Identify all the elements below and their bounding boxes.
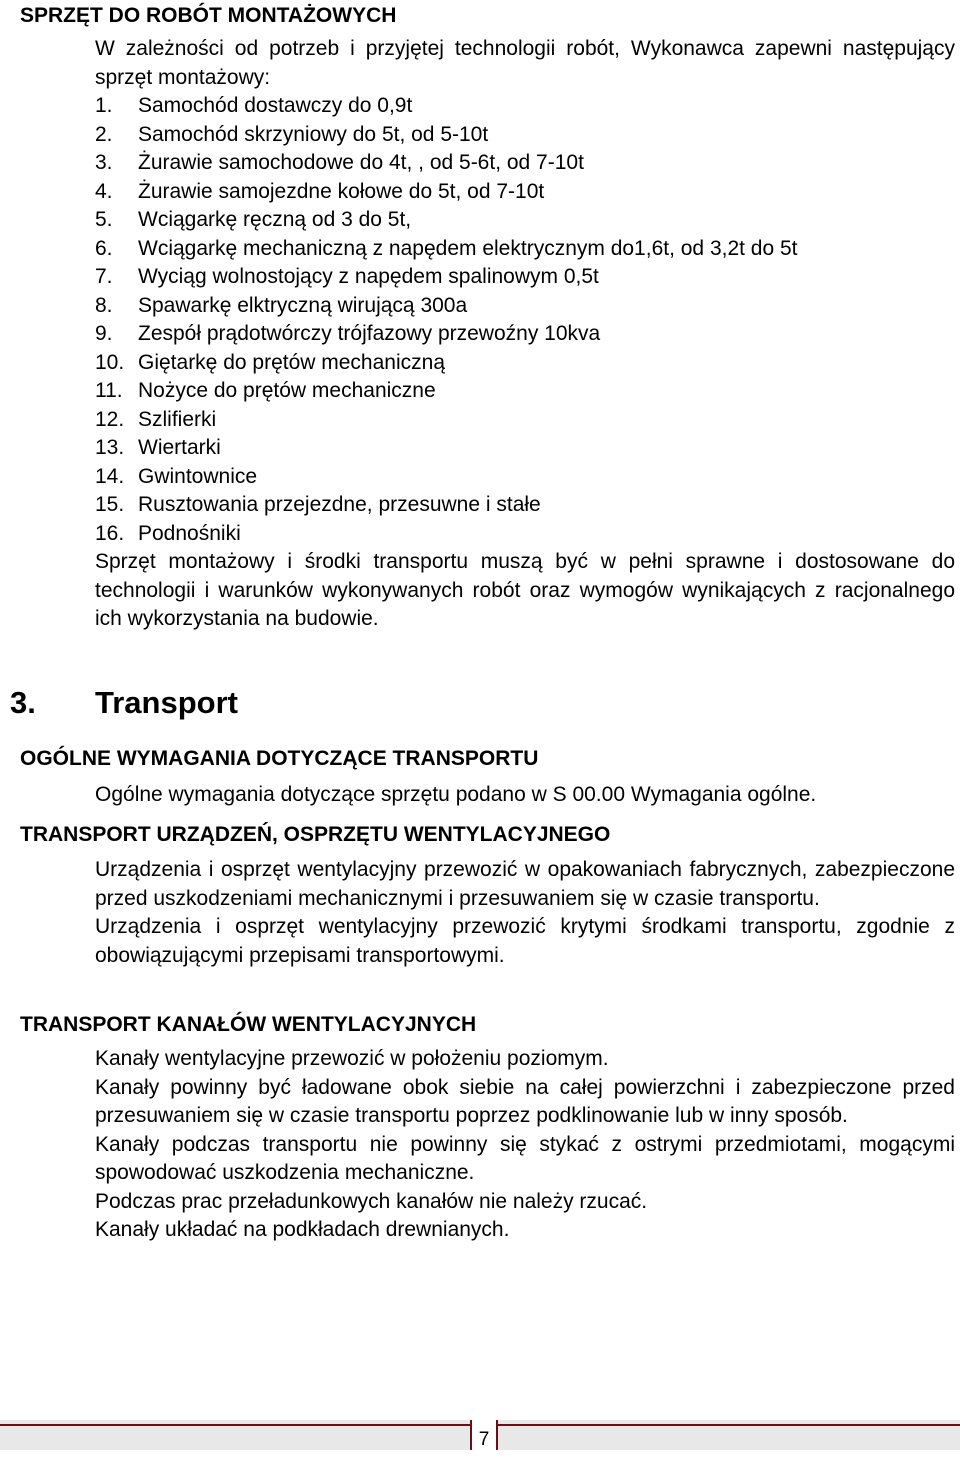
ducts-paragraph: Kanały powinny być ładowane obok siebie na całej powierzchni i zabezpieczone przed przesuwaniem się w czasie transportu poprzez podklinowanie lub w inny sposób. [95, 1075, 955, 1127]
list-item-text: Samochód skrzyniowy do 5t, od 5-10t [138, 122, 489, 146]
list-item-number: 9. [95, 322, 113, 345]
list-item-number: 4. [95, 179, 113, 203]
list-item-text: Podnośniki [138, 521, 241, 545]
equipment-list-item [95, 377, 955, 406]
equipment-list-item [95, 263, 955, 292]
equipment-list-item [95, 235, 955, 264]
list-item-number: 2. [95, 122, 113, 146]
list-item-number: 14. [95, 464, 125, 488]
ducts-heading: TRANSPORT KANAŁÓW WENTYLACYJNYCH [20, 1013, 477, 1036]
equipment-list-item [95, 434, 955, 463]
equipment-list-item [95, 206, 955, 235]
list-item-number: 12. [95, 407, 125, 431]
equipment-list-item [95, 92, 955, 121]
footer-rule-left [0, 1424, 472, 1426]
list-item-text: Żurawie samojezdne kołowe do 5t, od 7-10t [138, 179, 545, 203]
ducts-paragraph: Kanały układać na podkładach drewnianych. [95, 1218, 510, 1241]
list-item-text: Wciągarkę mechaniczną z napędem elektrycznym do1,6t, od 3,2t do 5t [138, 236, 798, 260]
equipment-list-item [95, 463, 955, 492]
list-item-number: 8. [95, 293, 113, 317]
equipment-body [95, 35, 955, 634]
devices-paragraph: Urządzenia i osprzęt wentylacyjny przewozić w opakowaniach fabrycznych, zabezpieczone przed uszkodzeniami mechanicznymi i przesuwaniem się w czasie transportu. [95, 858, 955, 910]
list-item-number: 10. [95, 350, 125, 374]
equipment-list-item [95, 520, 955, 549]
list-item-text: Wciągarkę ręczną od 3 do 5t, [138, 208, 412, 231]
ducts-paragraph: Podczas prac przeładunkowych kanałów nie należy rzucać. [95, 1189, 648, 1213]
list-item-number: 15. [95, 493, 125, 516]
list-item-text: Wiertarki [138, 436, 221, 459]
list-item-text: Rusztowania przejezdne, przesuwne i stałe [138, 493, 541, 516]
list-item-text: Żurawie samochodowe do 4t, , od 5-6t, od 7-10t [138, 151, 584, 174]
general-text: Ogólne wymagania dotyczące sprzętu podano w S 00.00 Wymagania ogólne. [95, 783, 817, 806]
equipment-list-item [95, 149, 955, 178]
list-item-text: Giętarkę do prętów mechaniczną [138, 350, 445, 374]
list-item-number: 11. [95, 379, 123, 402]
equipment-list-item [95, 491, 955, 520]
list-item-number: 13. [95, 436, 125, 459]
equipment-closing: Sprzęt montażowy i środki transportu muszą być w pełni sprawne i dostosowane do technologii i warunków wykonywanych robót oraz wymogów wynikających z racjonalnego ich wykorzystania na budowie. [95, 550, 955, 630]
equipment-list-item [95, 178, 955, 207]
equipment-heading: SPRZĘT DO ROBÓT MONTAŻOWYCH [20, 4, 397, 27]
list-item-text: Nożyce do prętów mechaniczne [138, 379, 436, 402]
equipment-list [95, 92, 955, 548]
list-item-text: Gwintownice [138, 464, 258, 488]
equipment-list-item [95, 349, 955, 378]
ducts-body [95, 1045, 955, 1245]
equipment-list-item [95, 292, 955, 321]
list-item-text: Samochód dostawczy do 0,9t [138, 94, 413, 117]
list-item-number: 5. [95, 208, 113, 231]
equipment-list-item [95, 121, 955, 150]
equipment-list-item [95, 406, 955, 435]
footer-rule-right [492, 1424, 960, 1426]
list-item-number: 1. [95, 94, 113, 117]
section-number: 3. [10, 685, 36, 720]
devices-paragraph: Urządzenia i osprzęt wentylacyjny przewozić krytymi środkami transportu, zgodnie z obowiązującymi przepisami transportowymi. [95, 915, 955, 967]
list-item-number: 6. [95, 236, 113, 260]
ducts-paragraph: Kanały wentylacyjne przewozić w położeniu poziomym. [95, 1047, 609, 1070]
general-body [95, 781, 955, 810]
devices-body [95, 856, 955, 970]
list-item-text: Wyciąg wolnostojący z napędem spalinowym 0,5t [138, 265, 599, 288]
page-number: 7 [470, 1420, 498, 1450]
list-item-number: 7. [95, 265, 113, 288]
general-heading: OGÓLNE WYMAGANIA DOTYCZĄCE TRANSPORTU [20, 747, 539, 770]
equipment-list-item [95, 320, 955, 349]
list-item-text: Szlifierki [138, 407, 217, 431]
list-item-number: 16. [95, 521, 125, 545]
list-item-text: Zespół prądotwórczy trójfazowy przewoźny 10kva [138, 322, 601, 345]
list-item-text: Spawarkę elktryczną wirującą 300a [138, 293, 468, 317]
section-title: Transport [95, 685, 238, 720]
equipment-intro: W zależności od potrzeb i przyjętej technologii robót, Wykonawca zapewni następujący sprzęt montażowy: [95, 37, 955, 89]
devices-heading: TRANSPORT URZĄDZEŃ, OSPRZĘTU WENTYLACYJNEGO [20, 823, 611, 846]
ducts-paragraph: Kanały podczas transportu nie powinny się stykać z ostrymi przedmiotami, mogącymi spowodować uszkodzenia mechaniczne. [95, 1132, 955, 1184]
list-item-number: 3. [95, 151, 113, 174]
